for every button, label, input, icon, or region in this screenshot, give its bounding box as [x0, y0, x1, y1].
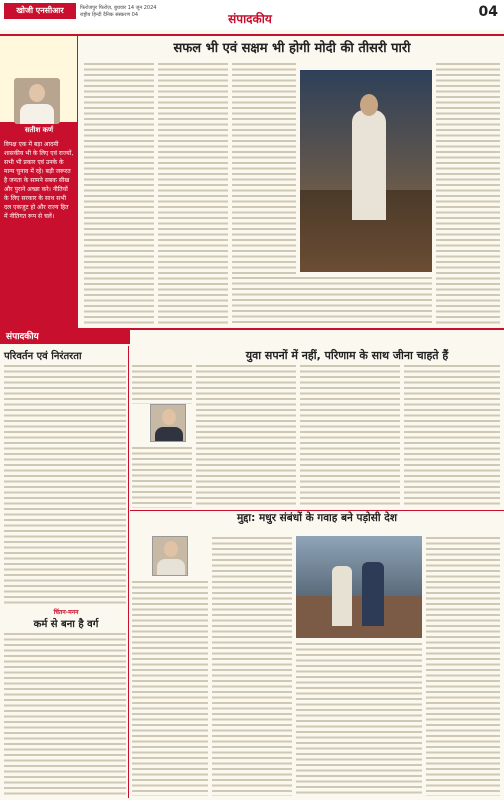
author-name: सतीश कर्ण: [24, 126, 54, 134]
youth-column-2: [196, 364, 296, 508]
chintan-body: [4, 632, 126, 796]
issue-meta: फिरोजपुर फिरोज़, बुधवार 14 जून 2024 राष्ट्रीय हिन्दी दैनिक संस्करण 04: [80, 5, 157, 18]
mudda-column-2: [212, 536, 292, 796]
column-tag: चिंतन-मनन: [53, 609, 79, 616]
mudda-column-4: [426, 536, 500, 796]
youth-column-3: [300, 364, 400, 508]
editorial-headline: परिवर्तन एवं निरंतरता: [4, 351, 82, 362]
story-column-2: [158, 62, 228, 324]
mudda-column-1: [132, 580, 208, 796]
story-column-1: [84, 62, 154, 324]
author-photo: [14, 78, 60, 124]
youth-column-4: [404, 364, 500, 508]
youth-headline: युवा सपनों में नहीं, परिणाम के साथ जीना चाहते हैं: [245, 349, 449, 362]
columnist-photo-2: [152, 536, 188, 576]
mudda-headline: मुद्दा: मधुर संबंधों के गवाह बने पड़ोसी देश: [237, 512, 397, 524]
sidebar-quote: विपक्ष एक में बड़ा आदमी शासकीय भी के लिए एवं राज्यों, सभी भी प्रकार एवं उनके के मान्य चुनाव में रहे। बड़ी जरूरत है जनता के सामने सबक सीख और पुराने अच्छा करे। नीतियों के लिए सरकार के साथ सभी दल एकजुट हो और राज्य हित में नीतिगत रूप से चलें।: [4, 141, 74, 220]
newspaper-logo: खोजी एनसीआर: [4, 3, 76, 19]
story-column-5: [436, 62, 500, 324]
author-sidebar: [0, 36, 78, 328]
youth-column-1b: [132, 446, 192, 508]
column-divider: [128, 346, 129, 798]
page-number: 04: [478, 4, 498, 20]
mudda-photo: [296, 536, 422, 638]
masthead: [0, 0, 504, 30]
column-headline: कर्म से बना है वर्ग: [33, 619, 99, 630]
section-title: संपादकीय: [228, 12, 272, 26]
story-column-4: [232, 276, 432, 324]
editorial-body: [4, 364, 126, 604]
youth-column-1a: [132, 364, 192, 404]
mudda-column-3: [296, 642, 422, 796]
columnist-photo-1: [150, 404, 186, 442]
editorial-tag: संपादकीय: [0, 330, 130, 344]
main-headline: सफल भी एवं सक्षम भी होगी मोदी की तीसरी पारी: [173, 41, 411, 56]
lead-photo: [300, 70, 432, 272]
